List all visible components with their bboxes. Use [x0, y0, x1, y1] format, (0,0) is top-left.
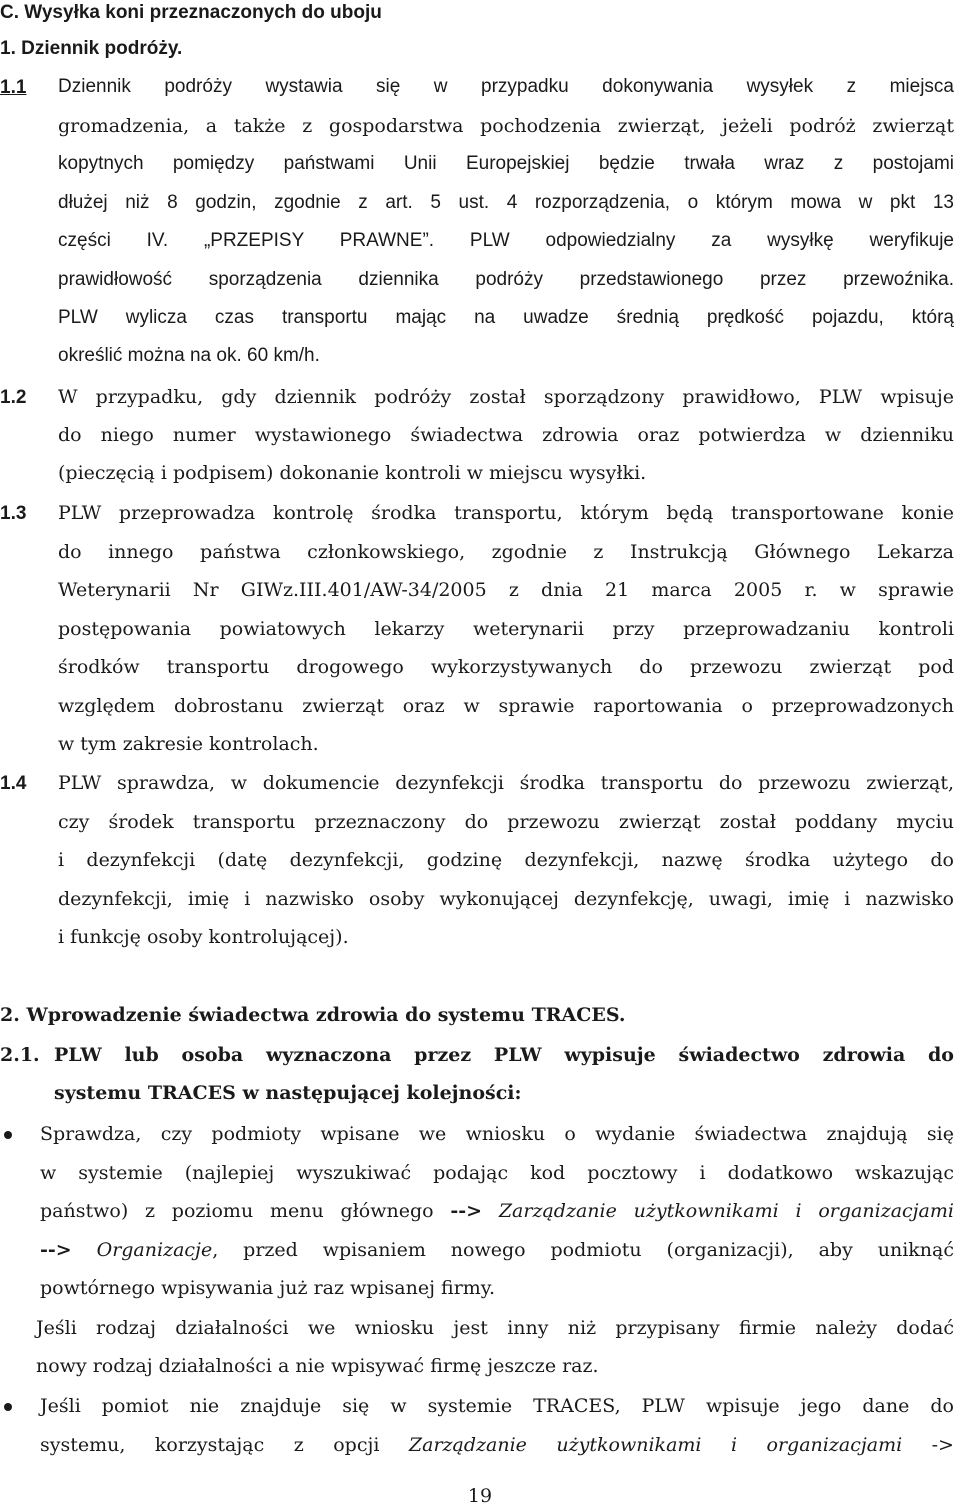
section-heading: 2. Wprowadzenie świadectwa zdrowia do systemu TRACES.: [0, 1004, 626, 1026]
paragraph-line: względem dobrostanu zwierząt oraz w sprawie raportowania o przeprowadzonych: [58, 695, 954, 717]
bullet-line: --> Organizacje, przed wpisaniem nowego podmiotu (organizacji), aby uniknąć: [40, 1239, 955, 1261]
paragraph-line: i funkcję osoby kontrolującej).: [58, 926, 349, 948]
bullet-line: Sprawdza, czy podmioty wpisane we wniosku o wydanie świadectwa znajdują się: [40, 1123, 954, 1145]
paragraph-line: (pieczęcią i podpisem) dokonanie kontroli w miejscu wysyłki.: [58, 462, 647, 484]
paragraph-line: PLW sprawdza, w dokumencie dezynfekcji środka transportu do przewozu zwierząt,: [58, 772, 954, 794]
paragraph-line: kopytnych pomiędzy państwami Unii Europejskiej będzie trwała wraz z postojami: [58, 153, 954, 174]
paragraph-line: określić można na ok. 60 km/h.: [58, 345, 320, 366]
paragraph-number: 1.4: [0, 773, 27, 794]
bullet-line: państwo) z poziomu menu głównego --> Zarządzanie użytkownikami i organizacjami: [40, 1200, 954, 1222]
paragraph-line: dłużej niż 8 godzin, zgodnie z art. 5 ust. 4 rozporządzenia, o którym mowa w pkt 13: [58, 192, 954, 213]
subsection-heading-line: systemu TRACES w następującej kolejności:: [54, 1082, 522, 1104]
paragraph-line: dezynfekcji, imię i nazwisko osoby wykonującej dezynfekcję, uwagi, imię i nazwisko: [58, 888, 954, 910]
paragraph-line: gromadzenia, a także z gospodarstwa pochodzenia zwierząt, jeżeli podróż zwierząt: [58, 115, 954, 137]
note-line: nowy rodzaj działalności a nie wpisywać firmę jeszcze raz.: [36, 1355, 599, 1377]
paragraph-line: PLW przeprowadza kontrolę środka transportu, którym będą transportowane konie: [58, 502, 954, 524]
bullet-line: systemu, korzystając z opcji Zarządzanie użytkownikami i organizacjami ->: [40, 1434, 954, 1456]
paragraph-line: czy środek transportu przeznaczony do przewozu zwierząt został poddany myciu: [58, 811, 954, 833]
paragraph-line: środków transportu drogowego wykorzystywanych do przewozu zwierząt pod: [58, 656, 954, 678]
paragraph-line: prawidłowość sporządzenia dziennika podróży przedstawionego przez przewoźnika.: [58, 269, 954, 290]
section-heading: C. Wysyłka koni przeznaczonych do uboju: [0, 2, 382, 23]
paragraph-line: PLW wylicza czas transportu mając na uwadze średnią prędkość pojazdu, którą: [58, 307, 954, 328]
paragraph-number: 1.3: [0, 503, 27, 524]
paragraph-line: do innego państwa członkowskiego, zgodnie z Instrukcją Głównego Lekarza: [58, 541, 954, 563]
paragraph-number: 2.1.: [0, 1044, 40, 1066]
bullet-line: powtórnego wpisywania już raz wpisanej firmy.: [40, 1277, 496, 1299]
paragraph-line: do niego numer wystawionego świadectwa zdrowia oraz potwierdza w dzienniku: [58, 424, 954, 446]
paragraph-number: 1.1: [0, 77, 27, 98]
paragraph-number: 1.2: [0, 387, 27, 408]
paragraph-line: postępowania powiatowych lekarzy weterynarii przy przeprowadzaniu kontroli: [58, 618, 954, 640]
paragraph-line: W przypadku, gdy dziennik podróży został sporządzony prawidłowo, PLW wpisuje: [58, 386, 954, 408]
subsection-heading: 1. Dziennik podróży.: [0, 38, 183, 59]
note-line: Jeśli rodzaj działalności we wniosku jest inny niż przypisany firmie należy dodać: [36, 1317, 954, 1339]
page-number: 19: [467, 1485, 493, 1507]
paragraph-line: Weterynarii Nr GIWz.III.401/AW-34/2005 z dnia 21 marca 2005 r. w sprawie: [58, 579, 954, 601]
paragraph-line: części IV. „PRZEPISY PRAWNE”. PLW odpowiedzialny za wysyłkę weryfikuje: [58, 230, 954, 251]
bullet-line: w systemie (najlepiej wyszukiwać podając kod pocztowy i dodatkowo wskazując: [40, 1162, 954, 1184]
bullet-line: Jeśli pomiot nie znajduje się w systemie TRACES, PLW wpisuje jego dane do: [40, 1395, 954, 1417]
subsection-heading-line: PLW lub osoba wyznaczona przez PLW wypisuje świadectwo zdrowia do: [54, 1044, 954, 1066]
paragraph-line: i dezynfekcji (datę dezynfekcji, godzinę dezynfekcji, nazwę środka użytego do: [58, 849, 954, 871]
paragraph-line: Dziennik podróży wystawia się w przypadku dokonywania wysyłek z miejsca: [58, 76, 954, 97]
bullet-icon: [4, 1403, 12, 1411]
bullet-icon: [4, 1131, 12, 1139]
paragraph-line: w tym zakresie kontrolach.: [58, 733, 319, 755]
